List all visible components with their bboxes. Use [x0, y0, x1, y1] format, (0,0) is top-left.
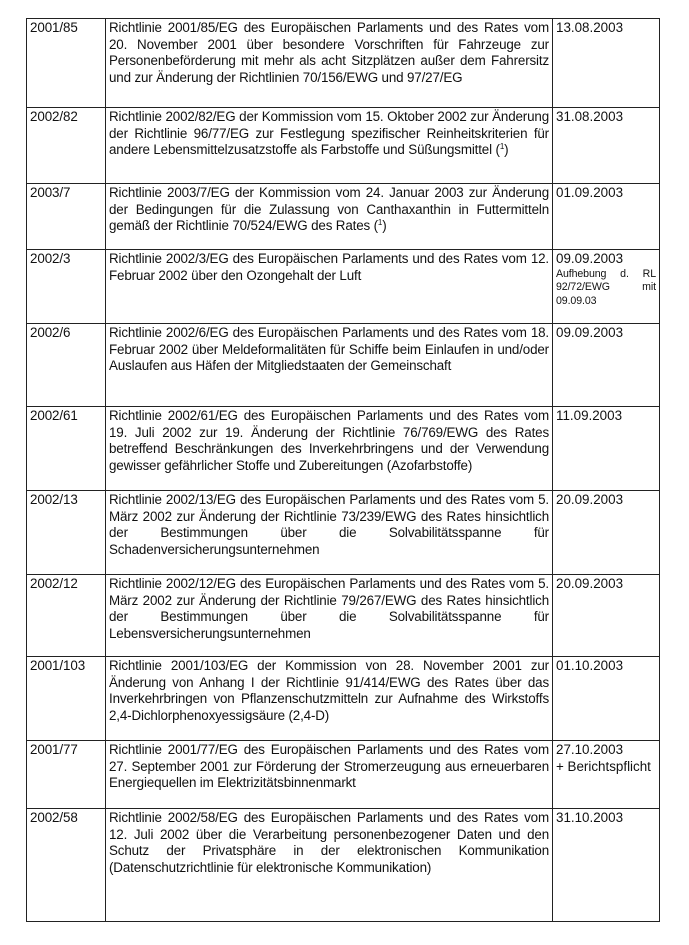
effective-date-cell: [553, 324, 660, 407]
effective-date-cell: [553, 407, 660, 491]
effective-date: 31.08.2003: [556, 109, 624, 124]
directive-number: 2002/82: [27, 108, 106, 184]
directive-title-text: Richtlinie 2002/12/EG des Europäischen Parlaments und des Rates vom 5. März 2002 zur Änderung der Richtlinie 79/267/EWG des Rates hinsichtlich der Bestimmungen über die Solvabilitätsspanne für Lebensversicherungsunternehmen: [109, 576, 549, 641]
table-row: [27, 741, 660, 809]
effective-date-cell: [553, 491, 660, 575]
effective-date-cell: [553, 19, 660, 108]
effective-date: 09.09.2003: [556, 251, 624, 266]
effective-date-cell: [553, 741, 660, 809]
directive-title: [106, 108, 553, 184]
directive-title: [106, 575, 553, 657]
effective-date-cell: [553, 575, 660, 657]
directive-number: 2002/61: [27, 407, 106, 491]
table-row: [27, 19, 660, 108]
table-row: [27, 184, 660, 250]
table-row: [27, 407, 660, 491]
effective-date-cell: [553, 108, 660, 184]
directive-title: [106, 407, 553, 491]
footnote-marker: 1: [499, 142, 505, 152]
directive-title-text: Richtlinie 2003/7/EG der Kommission vom 24. Januar 2003 zur Änderung der Bedingungen für die Zulassung von Canthaxanthin in Futtermitteln gemäß der Richtlinie 70/524/EWG des Rates (: [109, 185, 549, 234]
directive-title-text: Richtlinie 2001/103/EG der Kommission von 28. November 2001 zur Änderung von Anhang I der Richtlinie 91/414/EWG des Rates über das Inverkehrbringen von Pflanzenschutzmitteln zur Aufnahme des Wirkstoffs 2,4-Dichlorphenoxyessigsäure (2,4-D): [109, 658, 549, 723]
directive-title-text: Richtlinie 2002/3/EG des Europäischen Parlaments und des Rates vom 12. Februar 2002 über den Ozongehalt der Luft: [109, 251, 549, 283]
directive-number: 2002/13: [27, 491, 106, 575]
directive-title: [106, 657, 553, 741]
effective-date-cell: [553, 657, 660, 741]
table-row: [27, 108, 660, 184]
effective-date: 20.09.2003: [556, 576, 624, 591]
directive-title-text: Richtlinie 2002/82/EG der Kommission vom 15. Oktober 2002 zur Änderung der Richtlinie 96/77/EG zur Festlegung spezifischer Reinheitskriterien für andere Lebensmittelzusatzstoffe als Farbstoffe und Süßungsmittel (: [109, 109, 549, 158]
directive-number: 2003/7: [27, 184, 106, 250]
effective-date: 31.10.2003: [556, 810, 624, 825]
effective-date-cell: [553, 809, 660, 922]
table-row: [27, 324, 660, 407]
directive-title: [106, 809, 553, 922]
directive-title-text: Richtlinie 2002/6/EG des Europäischen Parlaments und des Rates vom 18. Februar 2002 über Meldeformalitäten für Schiffe beim Einlaufen in und/oder Auslaufen aus Häfen der Mitgliedstaaten der Gemeinschaft: [109, 325, 549, 374]
directive-number: 2002/3: [27, 250, 106, 324]
table-row: [27, 809, 660, 922]
footnote-paren: ): [504, 142, 509, 158]
directive-title: [106, 324, 553, 407]
effective-date: 13.08.2003: [556, 20, 624, 35]
table-row: [27, 575, 660, 657]
date-note: + Berichtspflicht: [556, 758, 651, 774]
directive-title: [106, 250, 553, 324]
directive-number: 2001/103: [27, 657, 106, 741]
footnote-paren: ): [382, 218, 387, 234]
effective-date: 01.09.2003: [556, 185, 624, 200]
directive-title: [106, 19, 553, 108]
directive-title: [106, 184, 553, 250]
table-row: [27, 657, 660, 741]
directive-title: [106, 491, 553, 575]
effective-date-cell: [553, 250, 660, 324]
directive-number: 2001/77: [27, 741, 106, 809]
directive-number: 2001/85: [27, 19, 106, 108]
directive-title-text: Richtlinie 2001/85/EG des Europäischen Parlaments und des Rates vom 20. November 2001 über besondere Vorschriften für Fahrzeuge zur Personenbeförderung mit mehr als acht Sitzplätzen außer dem Fahrersitz und zur Änderung der Richtlinien 70/156/EWG und 97/27/EG: [109, 20, 549, 85]
effective-date: 11.09.2003: [556, 408, 623, 423]
directive-title-text: Richtlinie 2002/13/EG des Europäischen Parlaments und des Rates vom 5. März 2002 zur Änderung der Richtlinie 73/239/EWG des Rates hinsichtlich der Bestimmungen über die Solvabilitätsspanne für Schadenversicherungsunternehmen: [109, 492, 549, 557]
directive-title-text: Richtlinie 2002/58/EG des Europäischen Parlaments und des Rates vom 12. Juli 2002 über die Verarbeitung personenbezogener Daten und den Schutz der Privatsphäre in der elektronischen Kommunikation (Datenschutzrichtlinie für elektronische Kommunikation): [109, 810, 549, 875]
directive-number: 2002/58: [27, 809, 106, 922]
effective-date: 09.09.2003: [556, 325, 624, 340]
effective-date: 01.10.2003: [556, 658, 624, 673]
directive-number: 2002/12: [27, 575, 106, 657]
directives-table-body: [27, 19, 660, 922]
effective-date: 27.10.2003: [556, 742, 624, 757]
directives-table: [26, 18, 660, 922]
date-note: Aufhebung d. RL 92/72/EWG mit 09.09.03: [556, 267, 656, 307]
footnote-marker: 1: [377, 218, 383, 228]
directive-title-text: Richtlinie 2002/61/EG des Europäischen Parlaments und des Rates vom 19. Juli 2002 zur 19. Änderung der Richtlinie 76/769/EWG des Rates betreffend Beschränkungen des Inverkehrbringens und der Verwendung gewisser gefährlicher Stoffe und Zubereitungen (Azofarbstoffe): [109, 408, 549, 473]
directive-title-text: Richtlinie 2001/77/EG des Europäischen Parlaments und des Rates vom 27. September 2001 zur Förderung der Stromerzeugung aus erneuerbaren Energiequellen im Elektrizitätsbinnenmarkt: [109, 742, 549, 791]
table-row: [27, 491, 660, 575]
effective-date: 20.09.2003: [556, 492, 624, 507]
directive-title: [106, 741, 553, 809]
table-row: [27, 250, 660, 324]
directive-number: 2002/6: [27, 324, 106, 407]
effective-date-cell: [553, 184, 660, 250]
